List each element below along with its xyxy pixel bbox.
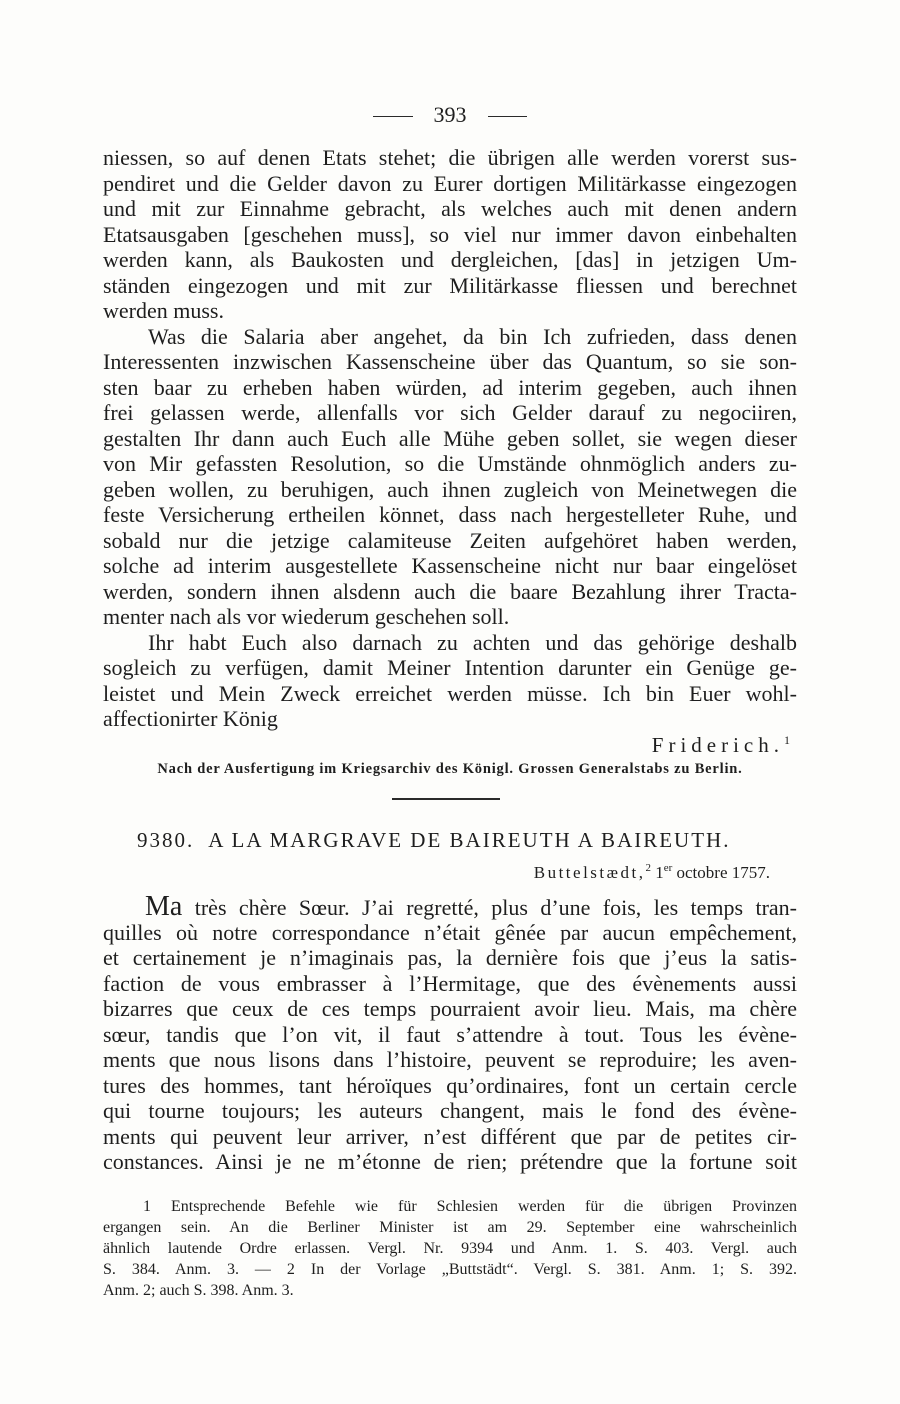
salutation-initial: Ma xyxy=(145,894,183,920)
signature-footnote-ref: 1 xyxy=(784,732,790,747)
letter-line-9: qui tourne toujours; les auteurs changent, mais le fond des évène- xyxy=(103,1098,797,1123)
body-line-19: menter nach als vor wiederum geschehen soll. xyxy=(103,604,510,629)
page-number: 393 xyxy=(433,102,467,127)
letter-line-7: ments que nous lisons dans l’histoire, peuvent se reproduire; les aven- xyxy=(103,1047,797,1072)
body-line-4: Etatsausgaben [geschehen muss], so viel nur immer davon einbehalten xyxy=(103,221,797,247)
letter-line-2: quilles où notre correspondance n’était gênée par aucun empêchement, xyxy=(103,919,797,945)
body-line-16: sobald nur die jetzige calamiteuse Zeiten aufgehöret haben werden, xyxy=(103,527,797,553)
signature-line xyxy=(103,732,797,758)
letter-line-3: et certainement je n’imaginais pas, la dernière fois que j’eus la satis- xyxy=(103,945,797,970)
document-heading xyxy=(137,827,797,853)
letter-line-11: constances. Ainsi je ne m’étonne de rien; prétendre que la fortune soit xyxy=(103,1149,797,1174)
document-title: A LA MARGRAVE DE BAIREUTH A BAIREUTH. xyxy=(208,828,731,852)
body-line-11: frei gelassen werde, allenfalls vor sich Gelder darauf zu negociiren, xyxy=(103,400,797,425)
footnote-line-1: 1 Entsprechende Befehle wie für Schlesien werden für die übrigen Provinzen xyxy=(143,1198,797,1215)
place-footnote-ref: 2 xyxy=(645,862,651,874)
date-place: Buttelstædt, xyxy=(533,863,646,882)
body-line-9: Interessenten inzwischen Kassenscheine über das Quantum, so sie son- xyxy=(103,349,797,374)
letter-line-4: faction de vous embrasser à l’Hermitage, que des évènements aussi xyxy=(103,970,797,996)
body-line-8: Was die Salaria aber angehet, da bin Ich zufrieden, dass denen xyxy=(148,323,797,349)
body-line-3: und mit zur Einnahme gebracht, als welches auch mit denen andern xyxy=(103,196,797,221)
body-line-1: niessen, so auf denen Etats stehet; die übrigen alle werden vorerst sus- xyxy=(103,145,797,170)
signature: Friderich. xyxy=(651,732,784,757)
body-line-20: Ihr habt Euch also darnach zu achten und das gehörige deshalb xyxy=(148,629,797,655)
body-line-22: leistet und Mein Zweck erreichet werden müsse. Ich bin Euer wohl- xyxy=(103,680,797,706)
footnotes xyxy=(103,1196,797,1301)
letter-line-6: sœur, tandis que l’on vit, il faut s’attendre à tout. Tous les évène- xyxy=(103,1021,797,1047)
date-line xyxy=(103,860,797,886)
letter-text xyxy=(103,894,797,1175)
body-line-7: werden muss. xyxy=(103,298,224,323)
footnote-line-3: ähnlich lautende Ordre erlassen. Vergl. Nr. 9394 und Anm. 1. S. 403. Vergl. auch xyxy=(103,1240,797,1257)
date-rest: octobre 1757. xyxy=(676,863,770,882)
date-day: 1 xyxy=(655,863,664,882)
body-line-23: affectionirter König xyxy=(103,706,278,731)
letter-line-5: bizarres que ceux de ces temps pourraient avoir lieu. Mais, ma chère xyxy=(103,996,797,1021)
footnote-line-4: S. 384. Anm. 3. — 2 In der Vorlage „Buttstädt“. Vergl. S. 381. Anm. 1; S. 392. xyxy=(103,1261,797,1278)
body-line-13: von Mir gefassten Resolution, so die Umstände ohnmöglich anders zu- xyxy=(103,451,797,476)
letter-line-8: tures des hommes, tant héroïques qu’ordinaires, font un certain cercle xyxy=(103,1072,797,1098)
letter-line-10: ments qui peuvent leur arriver, n’est différent que par de petites cir- xyxy=(103,1123,797,1149)
document-number: 9380. xyxy=(137,828,195,852)
header-rule-right xyxy=(488,116,527,117)
body-text xyxy=(103,145,797,783)
footnote-line-5: Anm. 2; auch S. 398. Anm. 3. xyxy=(103,1282,294,1299)
source-note: Nach der Ausfertigung im Kriegsarchiv des Königl. Grossen Generalstabs zu Berlin. xyxy=(157,761,743,777)
body-line-15: feste Versicherung ertheilen könnet, dass nach hergestelleter Ruhe, und xyxy=(103,502,797,527)
section-divider xyxy=(392,798,500,800)
footnote-line-2: ergangen sein. An die Berliner Minister ist am 29. September eine wahrscheinlich xyxy=(103,1219,797,1236)
body-line-14: geben wollen, zu beruhigen, auch ihnen zugleich von Meinetwegen die xyxy=(103,476,797,502)
body-line-18: werden, sondern ihnen alsdenn auch die baare Bezahlung ihrer Tracta- xyxy=(103,578,797,604)
date-day-suffix: er xyxy=(663,862,673,874)
body-line-6: ständen eingezogen und mit zur Militärkasse fliessen und berechnet xyxy=(103,272,797,298)
body-line-5: werden kann, als Baukosten und dergleichen, [das] in jetzigen Um- xyxy=(103,247,797,272)
letter-line-1-text: très chère Sœur. J’ai regretté, plus d’une fois, les temps tran- xyxy=(194,895,797,920)
letter-line-1 xyxy=(103,894,797,920)
body-line-2: pendiret und die Gelder davon zu Eurer dortigen Militärkasse eingezogen xyxy=(103,170,797,196)
body-line-10: sten baar zu erheben haben würden, ad interim gegeben, auch ihnen xyxy=(103,374,797,400)
page-header xyxy=(0,101,900,129)
body-line-12: gestalten Ihr dann auch Euch alle Mühe geben sollet, sie wegen dieser xyxy=(103,425,797,451)
body-line-17: solche ad interim ausgestellete Kassenscheine nicht nur baar eingelöset xyxy=(103,553,797,578)
body-line-21: sogleich zu verfügen, damit Meiner Intention darunter ein Genüge ge- xyxy=(103,655,797,680)
